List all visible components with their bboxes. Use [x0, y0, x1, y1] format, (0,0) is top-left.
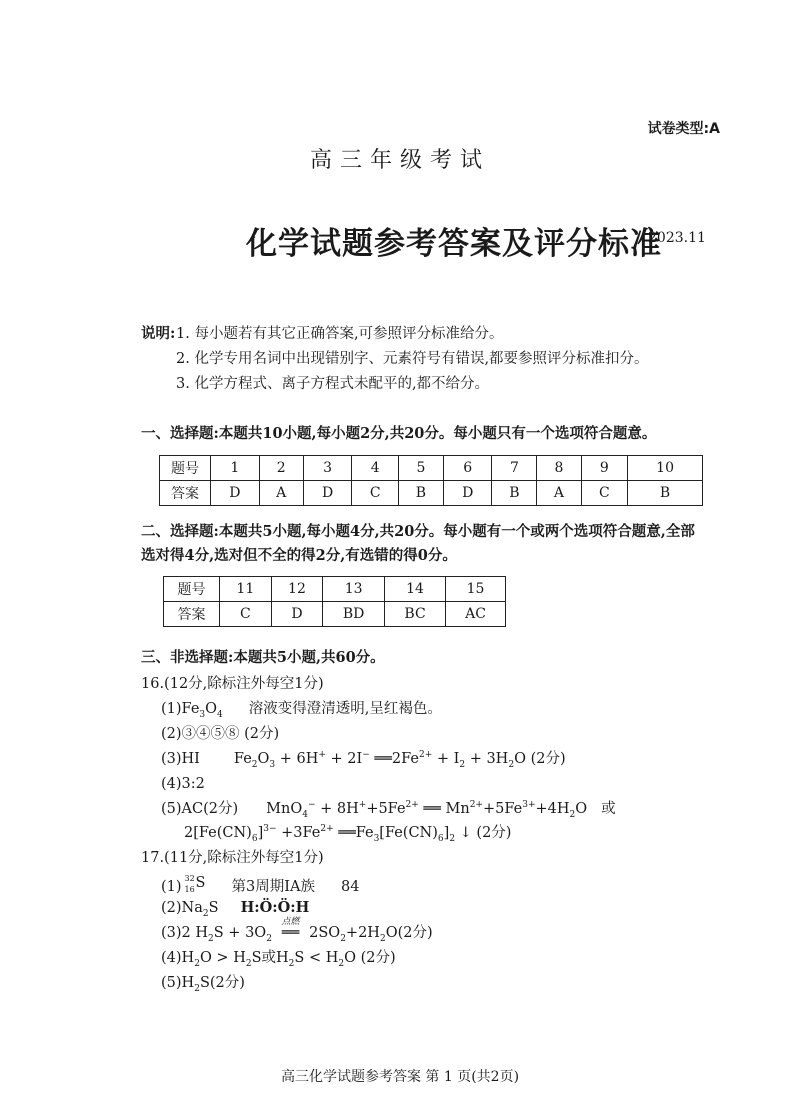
q17-answer-1	[161, 873, 359, 897]
table-cell: C	[220, 602, 272, 627]
table-cell: 9	[581, 456, 628, 481]
equation: 2 $H_2S + 3O_2$ 点燃 ══ $2SO_2+2H_2O$	[182, 925, 398, 941]
answer-text: 溶液变得澄清透明,呈红褐色。	[248, 701, 442, 717]
table-cell: BC	[385, 602, 446, 627]
note-item-1: 1. 每小题若有其它正确答案,可参照评分标准给分。	[176, 326, 504, 342]
equation: $Fe_2O_3 + 6H^+ + 2I^-$ $══2Fe^{2+} + I_2 + 3H_2O$	[233, 750, 526, 770]
answer-number: (5)AC(2分)	[161, 801, 239, 817]
exam-date: 2023.11	[648, 230, 706, 246]
table-cell: 12	[271, 577, 323, 602]
exam-title: 高三年级考试	[309, 148, 490, 173]
table-cell: 5	[398, 456, 443, 481]
q17-answer-5	[161, 973, 245, 993]
table-cell: A	[259, 481, 303, 506]
table-cell: 11	[220, 577, 272, 602]
answer-number: (2)	[161, 900, 182, 916]
answer-value: 84	[340, 879, 360, 895]
score: (2分)	[530, 751, 566, 767]
section1-heading: 一、选择题:本题共10小题,每小题2分,共20分。每小题只有一个选项符合题意。	[141, 425, 657, 442]
q17-header: 17.(11分,除标注外每空1分)	[141, 850, 324, 866]
section3-heading: 三、非选择题:本题共5小题,共60分。	[141, 649, 385, 666]
q17-answer-3	[161, 917, 433, 944]
table-cell: 6	[443, 456, 492, 481]
q16-header: 16.(12分,除标注外每空1分)	[141, 676, 324, 692]
or-text: 或	[601, 801, 616, 817]
table-cell: BD	[323, 602, 385, 627]
q16-answer-4: (4)3:2	[161, 776, 205, 792]
table-cell: D	[211, 481, 260, 506]
table-header-cell: 题号	[160, 456, 211, 481]
period-group: 第3周期ⅠA族	[231, 879, 315, 895]
score: (2分)	[209, 975, 245, 991]
table-cell: 8	[537, 456, 581, 481]
table-cell: 3	[303, 456, 352, 481]
paper-type: 试卷类型:A	[647, 121, 720, 137]
table-cell: C	[581, 481, 628, 506]
formula: $Fe_3O_4$	[181, 701, 223, 720]
notes-label: 说明:	[141, 325, 176, 342]
table-header-cell: 答案	[164, 602, 220, 627]
table-cell: B	[398, 481, 443, 506]
table-cell: 1	[211, 456, 260, 481]
q16-answer-2: (2)③④⑤⑧ (2分)	[161, 726, 280, 742]
table-cell: 15	[446, 577, 506, 602]
q16-answer-6	[184, 823, 511, 843]
q16-answer-3	[161, 749, 566, 769]
note-item-3: 3. 化学方程式、离子方程式未配平的,都不给分。	[176, 376, 490, 392]
q16-answer-1	[161, 699, 442, 719]
table-cell: D	[443, 481, 492, 506]
table-cell: D	[303, 481, 352, 506]
answer-number: (3)	[161, 925, 182, 941]
formula: $Na_2S$	[181, 900, 219, 919]
table-row	[164, 577, 506, 602]
comparison: $H_2O > H_2S$或$H_2S < H_2O$	[181, 950, 356, 969]
nuclide-symbol: 32 16 S	[184, 874, 206, 894]
table-cell: B	[628, 481, 703, 506]
q17-answer-4	[161, 948, 396, 968]
table-cell: 10	[628, 456, 703, 481]
table-cell: C	[352, 481, 399, 506]
table-row	[160, 481, 703, 506]
page-footer: 高三化学试题参考答案 第 1 页(共2页)	[280, 1069, 520, 1085]
table-header-cell: 题号	[164, 577, 220, 602]
section2-heading-line1: 二、选择题:本题共5小题,每小题4分,共20分。每小题有一个或两个选项符合题意,全部	[141, 523, 695, 540]
electron-formula: H:Ö:Ö:H	[240, 899, 310, 916]
table-cell: A	[537, 481, 581, 506]
equation: $2[Fe(CN)_6]^{3-} +3Fe^{2+}$ $══Fe_3[Fe(CN)_6]_2$ ↓	[184, 824, 472, 844]
score: (2分)	[476, 825, 512, 841]
equation: $MnO_4^- + 8H^++5Fe^{2+}$ ══ $Mn^{2+}+5Fe^{3+}+4H_2O$	[266, 800, 588, 820]
table-cell: B	[492, 481, 537, 506]
answer-number: (1)	[161, 701, 182, 717]
answer-number: (3)HI	[161, 751, 200, 767]
table-cell: AC	[446, 602, 506, 627]
answer-number: (5)	[161, 975, 182, 991]
reaction-condition: 点燃	[281, 917, 300, 927]
page-title: 化学试题参考答案及评分标准	[246, 226, 662, 262]
note-item-2: 2. 化学专用名词中出现错别字、元素符号有错误,都要参照评分标准扣分。	[176, 351, 649, 367]
score: (2分)	[360, 950, 396, 966]
q16-answer-5	[161, 799, 616, 819]
section2-heading-line2: 选对得4分,选对但不全的得2分,有选错的得0分。	[141, 547, 457, 564]
formula: $H_2S$	[181, 975, 210, 994]
table-cell: 2	[259, 456, 303, 481]
table-cell: D	[271, 602, 323, 627]
table-header-cell: 答案	[160, 481, 211, 506]
section1-answer-table	[159, 455, 703, 506]
table-cell: 14	[385, 577, 446, 602]
table-cell: 7	[492, 456, 537, 481]
table-row	[164, 602, 506, 627]
table-row	[160, 456, 703, 481]
answer-number: (4)	[161, 950, 182, 966]
answer-number: (1)	[161, 879, 182, 895]
table-cell: 13	[323, 577, 385, 602]
table-cell: 4	[352, 456, 399, 481]
section2-answer-table	[163, 576, 506, 627]
score: (2分)	[397, 925, 433, 941]
